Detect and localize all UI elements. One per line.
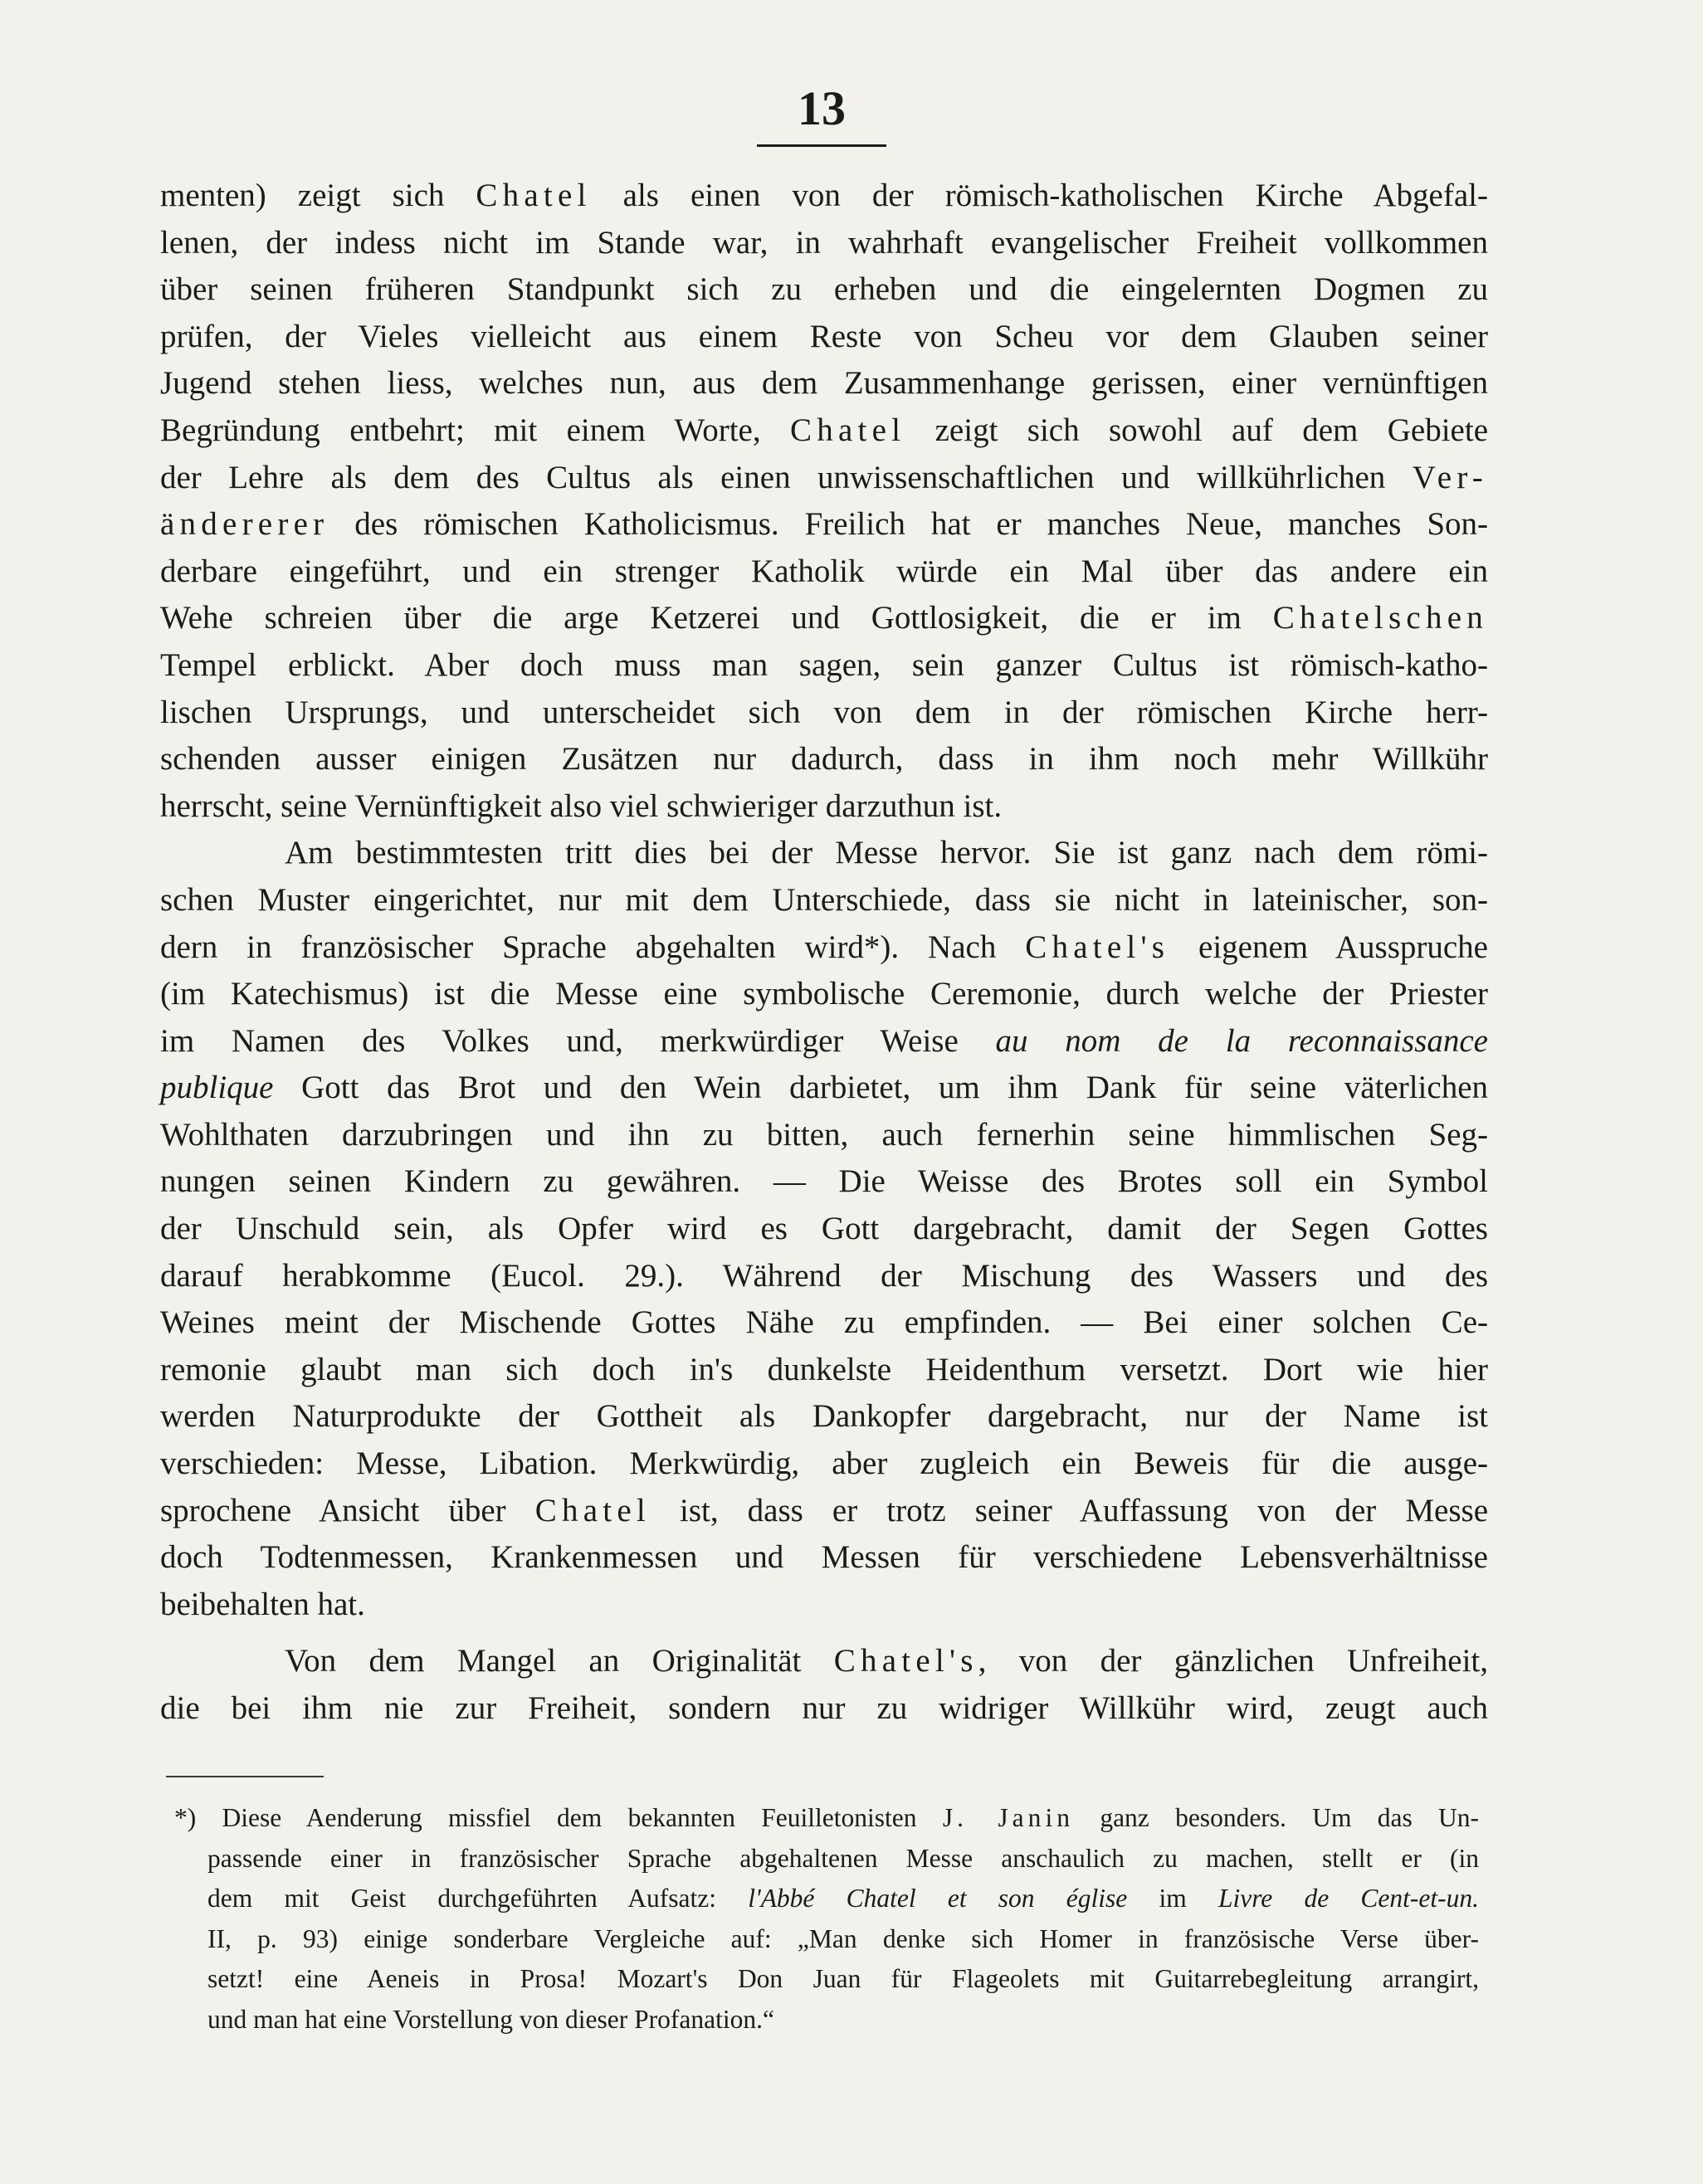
spaced-name: Chatel's xyxy=(1025,929,1170,965)
text-line: werden Naturprodukte der Gottheit als Dankopfer dargebracht, nur der Name ist xyxy=(160,1398,1488,1435)
spaced-name: Chatel xyxy=(789,412,906,448)
text-line: Tempel erblickt. Aber doch muss man sagen, sein ganzer Cultus ist römisch-katho- xyxy=(160,646,1488,683)
text-line xyxy=(160,407,1488,455)
text-segment: Gott das Brot und den Wein darbietet, um ihm Dank für seine väterlichen xyxy=(273,1070,1488,1106)
footnote-separator xyxy=(166,1776,324,1777)
text-line xyxy=(160,1018,1488,1065)
text-segment: Begründung entbehrt; mit einem Worte, xyxy=(160,412,790,448)
text-segment: ist, dass er trotz seiner Auffassung von der Messe xyxy=(650,1492,1488,1528)
italic-phrase: l'Abbé Chatel et son église xyxy=(748,1884,1128,1913)
text-line xyxy=(160,1638,1488,1685)
text-line xyxy=(160,595,1488,642)
text-line: herrscht, seine Vernünftigkeit also viel schwieriger darzuthun ist. xyxy=(160,787,1003,824)
footnote-line: und man hat eine Vorstellung von dieser Profanation.“ xyxy=(207,2004,774,2034)
text-line: nungen seinen Kindern zu gewähren. — Die Weisse des Brotes soll ein Symbol xyxy=(160,1163,1488,1200)
text-line: Wohlthaten darzubringen und ihn zu bitten, auch fernerhin seine himmlischen Seg- xyxy=(160,1116,1488,1153)
text-line: schen Muster eingerichtet, nur mit dem Unterschiede, dass sie nicht in lateinischer, son- xyxy=(160,881,1488,918)
footnote-line xyxy=(174,1879,1479,1919)
text-line xyxy=(160,501,1488,548)
text-line: prüfen, der Vieles vielleicht aus einem Reste von Scheu vor dem Glauben seiner xyxy=(160,318,1488,354)
text-segment: , von der gänzlichen Unfreiheit, xyxy=(978,1643,1488,1679)
italic-phrase: publique xyxy=(160,1070,274,1106)
spaced-word: ändere xyxy=(160,506,278,543)
text-segment: menten) zeigt sich xyxy=(160,178,476,213)
text-line: beibehalten hat. xyxy=(160,1586,365,1622)
text-line: derbare eingeführt, und ein strenger Katholik würde ein Mal über das andere ein xyxy=(160,553,1488,589)
text-line: Jugend stehen liess, welches nun, aus dem Zusammenhange gerissen, einer vernünftigen xyxy=(160,365,1488,402)
text-segment: dern in französischer Sprache abgehalten wird*). Nach xyxy=(160,929,1026,965)
text-line: Am bestimmtesten tritt dies bei der Messe hervor. Sie ist ganz nach dem römi- xyxy=(285,835,1488,871)
text-line xyxy=(160,1488,1488,1535)
italic-phrase: Livre de Cent-et-un. xyxy=(1217,1884,1480,1913)
text-line: lischen Ursprungs, und unterscheidet sich von dem in der römischen Kirche herr- xyxy=(160,694,1488,730)
footnote-line xyxy=(174,1798,1479,1839)
text-segment: zeigt sich sowohl auf dem Gebiete xyxy=(905,412,1489,448)
text-line: Weines meint der Mischende Gottes Nähe zu empfinden. — Bei einer solchen Ce- xyxy=(160,1304,1488,1341)
spaced-name: J. Janin xyxy=(942,1803,1075,1832)
body-text xyxy=(160,173,1488,1733)
text-line xyxy=(160,1065,1488,1112)
text-segment: der Lehre als dem des Cultus als einen unwissenschaftlichen und willkührlichen xyxy=(160,459,1413,495)
text-line: (im Katechismus) ist die Messe eine symbolische Ceremonie, durch welche der Priester xyxy=(160,976,1488,1012)
text-line: doch Todtenmessen, Krankenmessen und Messen für verschiedene Lebensverhältnisse xyxy=(160,1539,1488,1576)
text-segment: sprochene Ansicht über xyxy=(160,1492,535,1528)
text-line xyxy=(160,924,1488,972)
page-number: 13 xyxy=(798,81,846,135)
footnote-line: passende einer in französischer Sprache abgehaltenen Messe anschaulich zu machen, stellt er (in xyxy=(207,1843,1479,1873)
text-segment: ganz besonders. Um das Un- xyxy=(1074,1803,1479,1832)
spaced-word: rer xyxy=(277,506,329,543)
text-segment: als einen von der römisch-katholischen Kirche Abgefal- xyxy=(591,178,1488,213)
text-line: die bei ihm nie zur Freiheit, sondern nur zu widriger Willkühr wird, zeugt auch xyxy=(160,1690,1488,1726)
text-segment: dem mit Geist durchgeführten Aufsatz: xyxy=(207,1884,749,1913)
text-line: lenen, der indess nicht im Stande war, in wahrhaft evangelischer Freiheit vollkommen xyxy=(160,224,1488,261)
text-segment: Wehe schreien über die arge Ketzerei und Gottlosigkeit, die er im xyxy=(160,600,1273,636)
spaced-word: Ver- xyxy=(1412,459,1488,495)
text-segment: im Namen des Volkes und, merkwürdiger Weise xyxy=(160,1022,996,1059)
text-line: über seinen früheren Standpunkt sich zu erheben und die eingelernten Dogmen zu xyxy=(160,271,1488,308)
spaced-name: Chatel's xyxy=(833,1643,978,1679)
text-line: remonie glaubt man sich doch in's dunkelste Heidenthum versetzt. Dort wie hier xyxy=(160,1351,1488,1387)
text-line xyxy=(160,173,1488,220)
italic-phrase: au nom de la reconnaissance xyxy=(995,1022,1488,1059)
footnote xyxy=(174,1798,1479,2040)
text-line: darauf herabkomme (Eucol. 29.). Während der Mischung des Wassers und des xyxy=(160,1257,1488,1294)
footnote-line: setzt! eine Aeneis in Prosa! Mozart's Don Juan für Flageolets mit Guitarrebegleitung arrangirt, xyxy=(207,1964,1479,1994)
text-segment: im xyxy=(1127,1884,1218,1913)
text-segment: des römischen Katholicismus. Freilich hat er manches Neue, manches Son- xyxy=(329,506,1488,543)
text-segment: Von dem Mangel an Originalität xyxy=(285,1643,834,1679)
footnote-line: II, p. 93) einige sonderbare Vergleiche auf: „Man denke sich Homer in französische Verse über- xyxy=(207,1923,1479,1953)
text-line: der Unschuld sein, als Opfer wird es Gott dargebracht, damit der Segen Gottes xyxy=(160,1211,1488,1247)
text-line: verschieden: Messe, Libation. Merkwürdig, aber zugleich ein Beweis für die ausge- xyxy=(160,1445,1488,1482)
spaced-name: Chatelschen xyxy=(1272,600,1488,636)
spaced-name: Chatel xyxy=(476,178,592,213)
text-segment: eigenem Ausspruche xyxy=(1169,929,1488,965)
text-segment: *) Diese Aenderung missfiel dem bekannten Feuilletonisten xyxy=(174,1803,943,1832)
text-line: schenden ausser einigen Zusätzen nur dadurch, dass in ihm noch mehr Willkühr xyxy=(160,741,1488,778)
page-number-rule xyxy=(757,144,886,147)
text-line xyxy=(160,455,1488,502)
spaced-name: Chatel xyxy=(534,1492,651,1528)
